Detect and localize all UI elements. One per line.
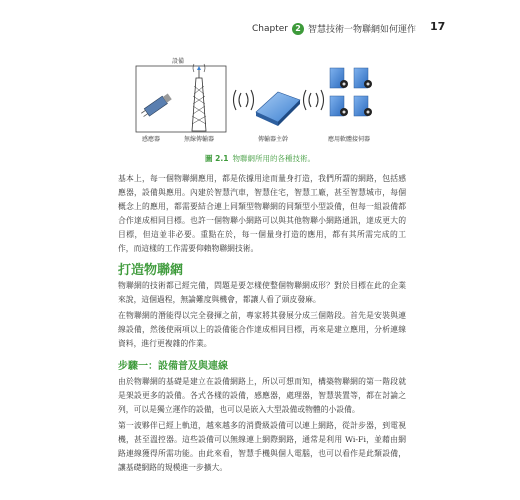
server-cluster-icon — [330, 68, 372, 116]
caption-number: 圖 2.1 — [205, 154, 229, 163]
body-paragraph-1: 基本上，每一個物聯網應用，都是依據用途而量身打造，我們所謂的網路，包括感應器，設備與應用。內建於智慧汽車，智慧住宅，智慧工廠，甚至智慧城市，每個概念上的應用，都需要結合連上同類型物聯網的同類型小型設備，但每一組設備都合作達成相同目標。也許一個物聯小網路可以與其他物聯小網路通訊，達成更大的目標，但這並非必要。重點在於，每一個量身打造的應用，都有其所需完成的工作，而這樣的工作需要仰賴物聯網技術。 — [118, 174, 406, 253]
chapter-number-badge: 2 — [292, 23, 304, 35]
page-number: 17 — [430, 20, 446, 33]
label-wireless-transmitter: 無線傳輸器 — [184, 136, 215, 143]
iot-figure — [132, 52, 394, 148]
subsection-heading: 步驟一：設備普及與連線 — [118, 361, 228, 372]
label-app-server: 應用軟體接伺器 — [328, 136, 371, 143]
device-box — [136, 66, 226, 132]
label-gateway: 傳輸器主幹 — [258, 136, 289, 143]
body-paragraph-2: 物聯網的技術都已經完備，問題是要怎樣使整個物聯網成形？對於目標在此的企業來說，這個過程，無論難度與機會，都讓人看了頭皮發麻。 — [118, 281, 406, 304]
chapter-title: 智慧技術一物聯網如何運作 — [307, 25, 416, 35]
figure-caption — [0, 153, 520, 164]
gateway-icon — [256, 92, 300, 126]
wireless-signal-icon — [234, 90, 254, 110]
caption-text: 物聯網所用的各種技術。 — [232, 154, 315, 163]
tower-icon — [192, 64, 206, 131]
wireless-signal-icon — [304, 90, 324, 110]
body-paragraph-3: 在物聯網的潛能得以完全發揮之前，專家將其發展分成三個階段。首先是安裝與連線設備，然後使兩項以上的設備能合作達成相同目標，再來是建立應用，分析連線資料，進行更複雜的作業。 — [118, 311, 406, 348]
section-heading: 打造物聯網 — [118, 263, 184, 278]
body-paragraph-5: 第一波夥伴已經上軌道，越來越多的消費級設備可以連上網路，從計步器，到電視機，甚至溫控器。這些設備可以無線連上網際網路，通常是利用 Wi-Fi，並藉由網路連線獲得所需功能。由此來看，智慧手機與個人電腦，也可以看作是此類設備，讓基礎網路的規模進一步擴大。 — [118, 421, 406, 472]
chapter-label: Chapter — [252, 23, 288, 34]
body-paragraph-4: 由於物聯網的基礎是建立在設備網路上，所以可想而知，構築物聯網的第一階段就是架設更多的設備。各式各樣的設備，感應器，處理器，智慧裝置等，都在討論之列，可以是獨立運作的設備，也可以是嵌入大型設備或物體的小設備。 — [118, 377, 406, 414]
sensor-icon — [140, 93, 172, 119]
running-header — [252, 22, 416, 35]
label-sensor: 感應器 — [142, 136, 161, 143]
label-device: 設備 — [172, 58, 185, 65]
